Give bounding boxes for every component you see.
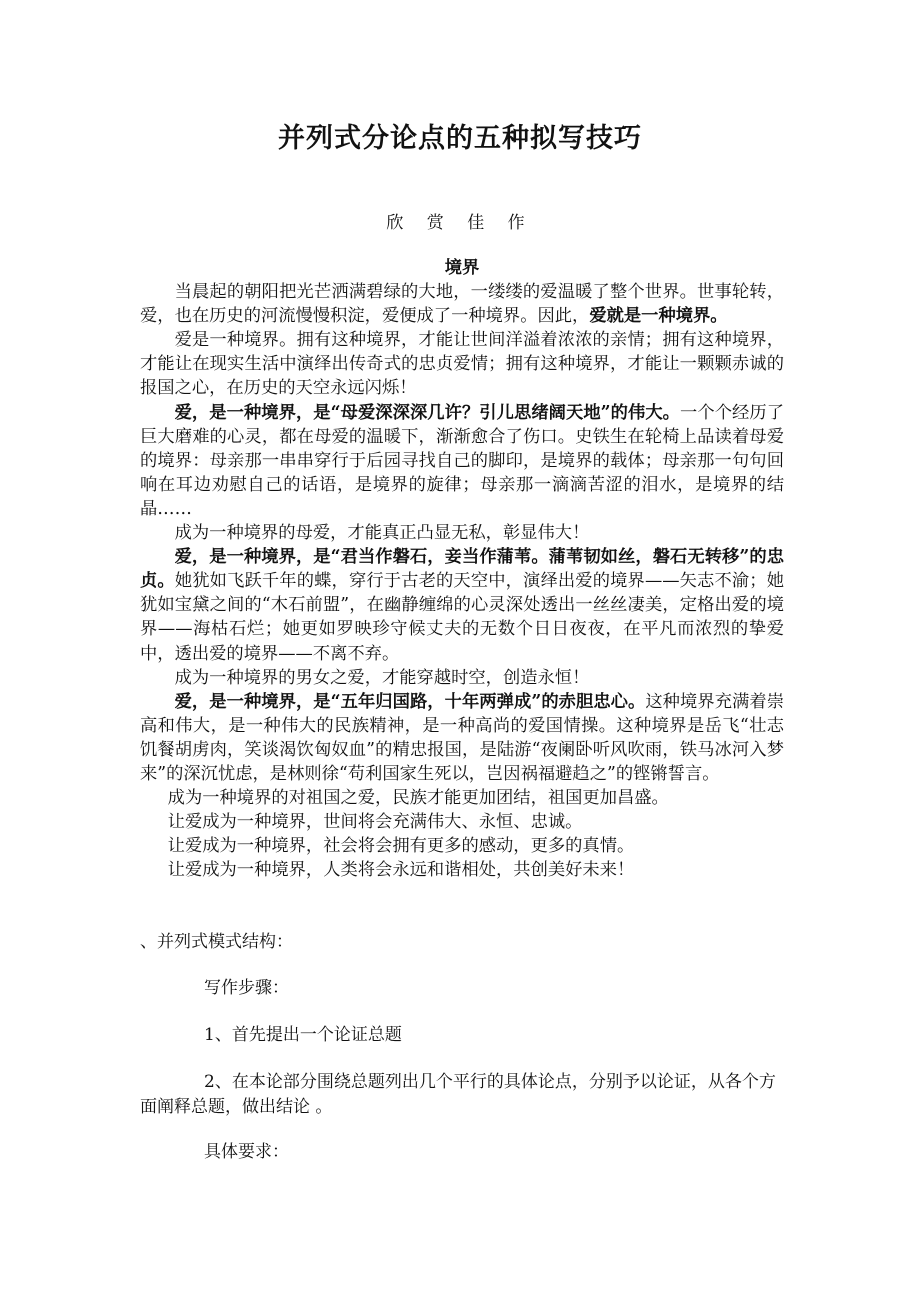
writing-steps-label: 写作步骤： — [204, 978, 289, 998]
essay-paragraph-9: 让爱成为一种境界，世间将会充满伟大、永恒、忠诚。 — [167, 812, 583, 833]
essay-paragraph-5 — [140, 545, 784, 665]
essay-paragraph-4: 成为一种境界的母爱，才能真正凸显无私，彰显伟大！ — [174, 523, 590, 544]
paragraph-text: 当晨起的朝阳把光芒洒满碧绿的大地，一缕缕的爱温暖了整个世界。世事轮转，爱，也在历史的河流慢慢积淀，爱便成了一种境界。因此， — [140, 282, 784, 327]
essay-paragraph-3 — [140, 401, 784, 521]
essay-paragraph-7 — [140, 690, 784, 786]
essay-paragraph-2: 爱是一种境界。拥有这种境界，才能让世间洋溢着浓浓的亲情；拥有这种境界，才能让在现实生活中演绎出传奇式的忠贞爱情；拥有这种境界，才能让一颗颗赤诚的报国之心，在历史的天空永远闪烁！ — [140, 330, 784, 399]
sample-essay — [140, 256, 784, 882]
essay-paragraph-10: 让爱成为一种境界，社会将会拥有更多的感动，更多的真情。 — [167, 836, 635, 857]
sub-argument-1: 爱，是一种境界，是“母爱深深深几许？引儿思绪阔天地”的伟大。 — [174, 402, 681, 423]
thesis-statement: 爱就是一种境界。 — [589, 306, 728, 327]
step-1: 1、首先提出一个论证总题 — [204, 1025, 402, 1045]
paragraph-text: 她犹如飞跃千年的蝶，穿行于古老的天空中，演绎出爱的境界——矢志不渝；她犹如宝黛之间的“木石前盟”，在幽静缠绵的心灵深处透出一丝丝凄美，定格出爱的境界——海枯石烂；她更如罗映珍守候丈夫的无数个日日夜夜，在平凡而浓烈的挚爱中，透出爱的境界——不离不弃。 — [140, 571, 784, 664]
document-title: 并列式分论点的五种拟写技巧 — [278, 123, 642, 154]
essay-heading: 境界 — [444, 258, 480, 278]
essay-paragraph-1 — [140, 280, 784, 328]
essay-paragraph-6: 成为一种境界的男女之爱，才能穿越时空，创造永恒！ — [174, 667, 590, 688]
paragraph-text: 这种境界充满着崇高和伟大，是一种伟大的民族精神，是一种高尚的爱国情操。这种境界是岳飞“壮志饥餐胡虏肉，笑谈渴饮匈奴血”的精忠报国，是陆游“夜阑卧听风吹雨，铁马冰河入梦来”的深沉忧虑，是林则徐“苟利国家生死以，岂因祸福避趋之”的铿锵誓言。 — [140, 691, 784, 784]
paragraph-text: 一个个经历了巨大磨难的心灵，都在母爱的温暖下，渐渐愈合了伤口。史铁生在轮椅上品读着母爱的境界：母亲那一串串穿行于后园寻找自己的脚印，是境界的载体；母亲那一句句回响在耳边劝慰自己的话语，是境界的旋律；母亲那一滴滴苦涩的泪水，是境界的结晶…… — [140, 402, 784, 519]
essay-paragraph-11: 让爱成为一种境界，人类将会永远和谐相处，共创美好未来！ — [167, 860, 635, 881]
essay-paragraph-8: 成为一种境界的对祖国之爱，民族才能更加团结，祖国更加昌盛。 — [167, 788, 669, 809]
section-subtitle: 欣 赏 佳 作 — [386, 213, 534, 233]
sub-argument-2: 爱，是一种境界，是“君当作磐石，妾当作蒲苇。蒲苇韧如丝，磐石无转移”的忠贞。 — [140, 547, 784, 592]
requirements-label: 具体要求： — [204, 1142, 289, 1162]
step-2: 2、在本论部分围绕总题列出几个平行的具体论点，分别予以论证，从各个方面阐释总题，做出结论 。 — [140, 1072, 776, 1117]
sub-argument-3: 爱，是一种境界，是“五年归国路，十年两弹成”的赤胆忠心。 — [174, 691, 646, 712]
structure-heading: 、并列式模式结构： — [140, 932, 293, 952]
